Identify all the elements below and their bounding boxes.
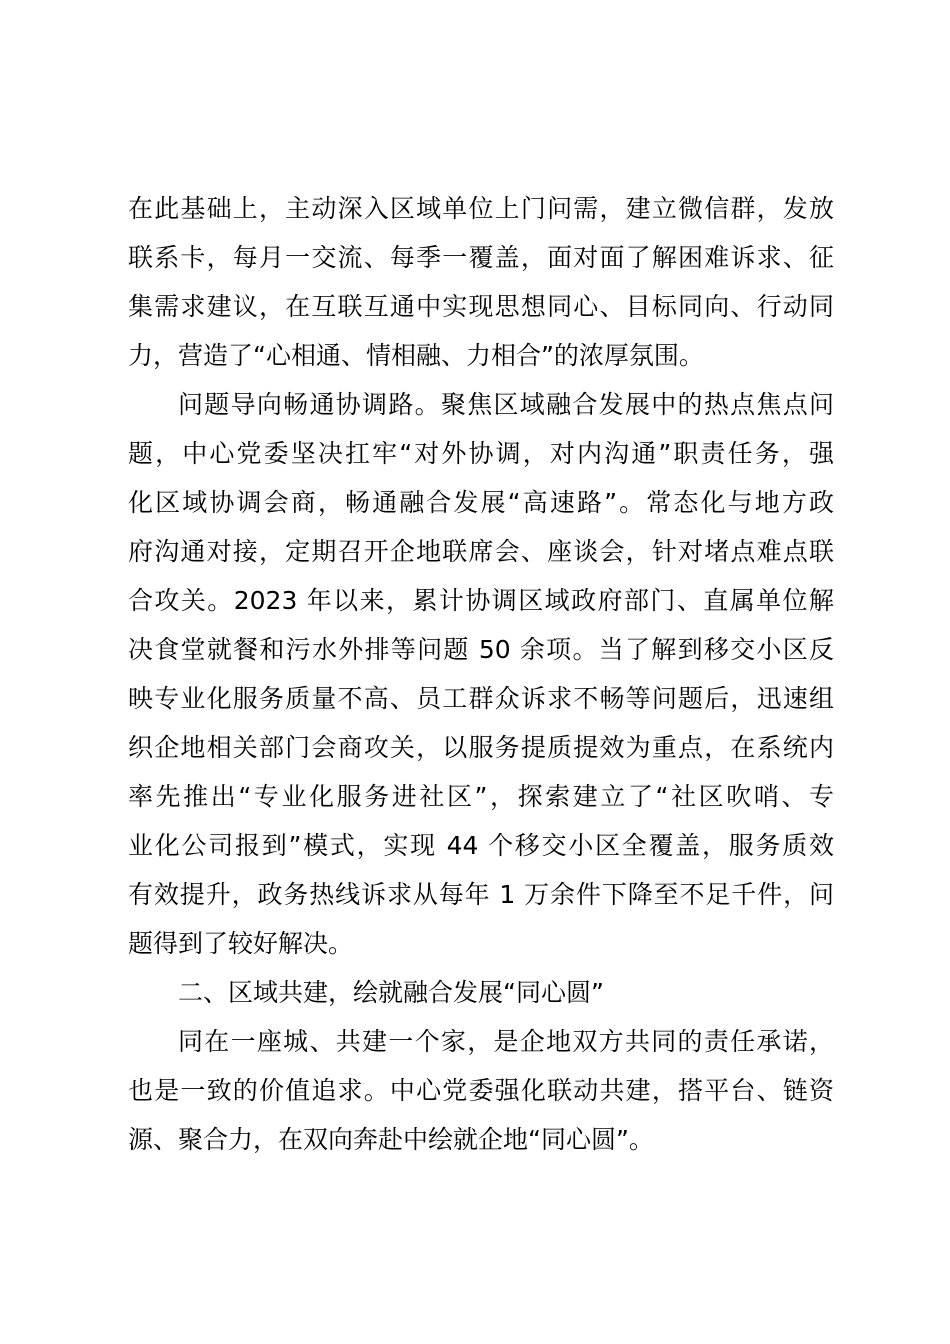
text-line: 有效提升，政务热线诉求从每年 1 万余件下降至不足千件，问 xyxy=(128,880,834,909)
text-line: 问题导向畅通协调路。聚焦区域融合发展中的热点焦点问 xyxy=(178,390,834,419)
text-line: 在此基础上，主动深入区域单位上门问需，建立微信群，发放 xyxy=(128,194,834,223)
text-line: 化区域协调会商，畅通融合发展“高速路”。常态化与地方政 xyxy=(128,488,834,517)
text-line: 力，营造了“心相通、情相融、力相合”的浓厚氛围。 xyxy=(128,341,704,370)
paragraph-4 xyxy=(128,1017,834,1164)
section-heading xyxy=(128,968,834,1017)
text-line: 合攻关。2023 年以来，累计协调区域政府部门、直属单位解 xyxy=(128,586,834,615)
text-line: 也是一致的价值追求。中心党委强化联动共建，搭平台、链资 xyxy=(128,1076,834,1105)
paragraph-1 xyxy=(128,184,834,380)
text-line: 集需求建议，在互联互通中实现思想同心、目标同向、行动同 xyxy=(128,292,834,321)
text-line: 业化公司报到”模式，实现 44 个移交小区全覆盖，服务质效 xyxy=(128,831,834,860)
text-line: 联系卡，每月一交流、每季一覆盖，面对面了解困难诉求、征 xyxy=(128,243,834,272)
text-line: 源、聚合力，在双向奔赴中绘就企地“同心圆”。 xyxy=(128,1125,654,1154)
document-body xyxy=(128,184,834,1164)
text-line: 同在一座城、共建一个家，是企地双方共同的责任承诺， xyxy=(178,1027,834,1056)
text-line: 决食堂就餐和污水外排等问题 50 余项。当了解到移交小区反 xyxy=(128,635,834,664)
text-line: 府沟通对接，定期召开企地联席会、座谈会，针对堵点难点联 xyxy=(128,537,834,566)
text-line: 题，中心党委坚决扛牢“对外协调，对内沟通”职责任务，强 xyxy=(128,439,834,468)
text-line: 映专业化服务质量不高、员工群众诉求不畅等问题后，迅速组 xyxy=(128,684,834,713)
paragraph-2 xyxy=(128,380,834,968)
text-line: 织企地相关部门会商攻关，以服务提质提效为重点，在系统内 xyxy=(128,733,834,762)
text-line: 率先推出“专业化服务进社区”，探索建立了“社区吹哨、专 xyxy=(128,782,834,811)
section-heading-text: 二、区域共建，绘就融合发展“同心圆” xyxy=(178,978,604,1007)
text-line: 题得到了较好解决。 xyxy=(128,929,354,958)
